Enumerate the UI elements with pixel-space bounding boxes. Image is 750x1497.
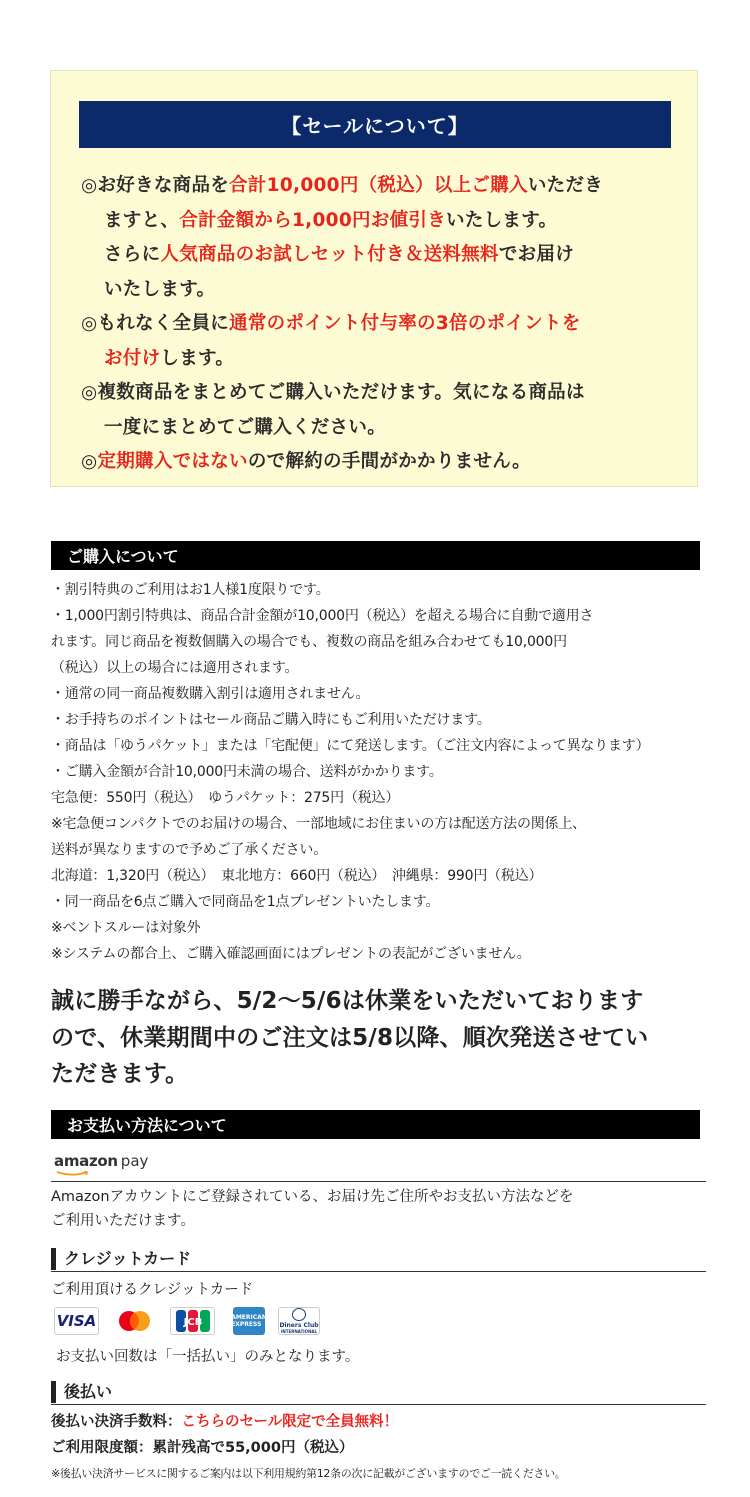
purchase-section-heading: ご購入について: [51, 541, 700, 570]
credit-card-logos: [54, 1307, 320, 1335]
sale-text: ますと、: [104, 209, 180, 231]
deferred-fee: [51, 1410, 398, 1434]
amazon-logo-text: amazon: [54, 1152, 118, 1170]
sale-text: さらに: [104, 244, 161, 265]
sale-banner: 【セールについて】: [79, 101, 671, 148]
purchase-info-line: ※宅急便コンパクトでのお届けの場合、一部地域にお住まいの方は配送方法の関係上、: [51, 816, 586, 832]
amazon-pay-text: pay: [120, 1152, 149, 1170]
sale-line: [81, 169, 681, 204]
purchase-info-line: ※システムの都合上、ご購入確認画面にはプレゼントの表記がございません。: [51, 946, 531, 962]
notice-line: ので、休業期間中のご注文は5/8以降、順次発送させてい: [51, 1024, 649, 1051]
sale-line: [81, 307, 681, 342]
sale-highlight: 定期購入ではない: [97, 451, 248, 472]
sale-text: いただき: [527, 175, 604, 196]
purchase-info-line: ・同一商品を6点ご購入で同商品を1点プレゼントいたします。: [51, 894, 440, 910]
purchase-info-line: 宅急便：550円（税込） ゆうパケット：275円（税込）: [51, 790, 400, 806]
sale-line: [81, 342, 681, 377]
purchase-info-line: れます。同じ商品を複数個購入の場合でも、複数の商品を組み合わせても10,000円: [51, 634, 567, 650]
jcb-label: JCB: [183, 1317, 202, 1328]
amazon-pay-description: Amazonアカウントにご登録されている、お届け先ご住所やお支払い方法などを: [51, 1189, 574, 1205]
sale-text: します。: [160, 347, 235, 369]
purchase-info-line: （税込）以上の場合には適用されます。: [51, 660, 299, 676]
sale-text: ◎: [81, 451, 98, 472]
sale-info-box: [50, 70, 698, 487]
holiday-notice: [51, 983, 711, 1093]
deferred-payment-heading: 後払い: [51, 1381, 706, 1403]
deferred-note: ※後払い決済サービスに関するご案内は以下利用規約第12条の次に記載がございますのでご一読ください。: [51, 1467, 566, 1480]
amazon-pay-description: ご利用いただけます。: [51, 1213, 195, 1229]
sale-line: [81, 376, 681, 411]
sale-highlight: 合計10,000円（税込）以上ご購入: [229, 175, 528, 196]
purchase-info-line: ・1,000円割引特典は、商品合計金額が10,000円（税込）を超える場合に自動で適用さ: [51, 608, 594, 624]
divider: [51, 1271, 706, 1272]
divider: [51, 1404, 706, 1405]
notice-line: ただきます。: [51, 1061, 189, 1087]
sale-text: いたします。: [104, 278, 216, 300]
sale-highlight: お付け: [104, 347, 161, 369]
sale-highlight: 人気商品のお試しセット付き＆送料無料: [160, 244, 499, 265]
visa-logo-icon: VISA: [54, 1307, 99, 1335]
sale-text: 一度にまとめてご購入ください。: [104, 416, 387, 438]
diners-sub-label: INTERNATIONAL: [280, 1329, 318, 1334]
deferred-limit: ご利用限度額：累計残高で55,000円（税込）: [51, 1440, 354, 1456]
available-cards-label: ご利用頂けるクレジットカード: [51, 1282, 254, 1298]
sale-highlight: 通常のポイント付与率の3倍のポイントを: [229, 313, 581, 334]
sale-text: でお届け: [498, 244, 575, 265]
purchase-info-line: ・割引特典のご利用はお1人様1度限りです。: [51, 582, 330, 598]
sale-text: ◎もれなく全員に: [81, 313, 230, 334]
diners-label: Diners Club: [279, 1322, 319, 1329]
sale-text: ので解約の手間がかかりません。: [247, 451, 531, 472]
amazon-smile-icon: [56, 1171, 92, 1177]
deferred-fee-label: 後払い決済手数料：: [51, 1414, 182, 1430]
sale-details: [81, 169, 681, 480]
sale-text: いたします。: [446, 209, 558, 231]
divider: [51, 1181, 706, 1182]
deferred-fee-value: こちらのセール限定で全員無料！: [181, 1414, 399, 1430]
purchase-info-line: ・お手持ちのポイントはセール商品ご購入時にもご利用いただけます。: [51, 712, 491, 728]
credit-card-heading: クレジットカード: [51, 1248, 706, 1270]
sale-highlight: 合計金額から1,000円お値引き: [179, 209, 447, 231]
installment-note: お支払い回数は「一括払い」のみとなります。: [56, 1349, 360, 1365]
sale-line: [81, 273, 681, 308]
purchase-info-line: 北海道：1,320円（税込） 東北地方：660円（税込） 沖縄県：990円（税込）: [51, 868, 543, 884]
sale-text: ◎複数商品をまとめてご購入いただけます。気になる商品は: [81, 382, 585, 403]
payment-section-heading: お支払い方法について: [51, 1110, 700, 1139]
jcb-logo-icon: [170, 1307, 215, 1335]
purchase-info-line: ・通常の同一商品複数購入割引は適用されません。: [51, 686, 370, 702]
purchase-details: [51, 577, 711, 967]
purchase-info-line: ・商品は「ゆうパケット」または「宅配便」にて発送します。（ご注文内容によって異なります）: [51, 738, 650, 754]
sale-line: [81, 411, 681, 446]
purchase-info-line: ・ご購入金額が合計10,000円未満の場合、送料がかかります。: [51, 764, 443, 780]
purchase-info-line: 送料が異なりますので予めご了承ください。: [51, 842, 327, 858]
sale-text: ◎お好きな商品を: [81, 175, 230, 196]
mastercard-logo-icon: [112, 1307, 157, 1335]
amazon-pay-logo: [54, 1152, 148, 1170]
sale-line: [81, 204, 681, 239]
notice-line: 誠に勝手ながら、5/2〜5/6は休業をいただいております: [51, 988, 644, 1014]
sale-line: [81, 238, 681, 273]
amex-logo-icon: AMERICAN EXPRESS: [233, 1307, 265, 1335]
diners-club-logo-icon: [278, 1307, 320, 1335]
purchase-info-line: ※ベントスルーは対象外: [51, 920, 201, 936]
sale-line: [81, 445, 681, 480]
